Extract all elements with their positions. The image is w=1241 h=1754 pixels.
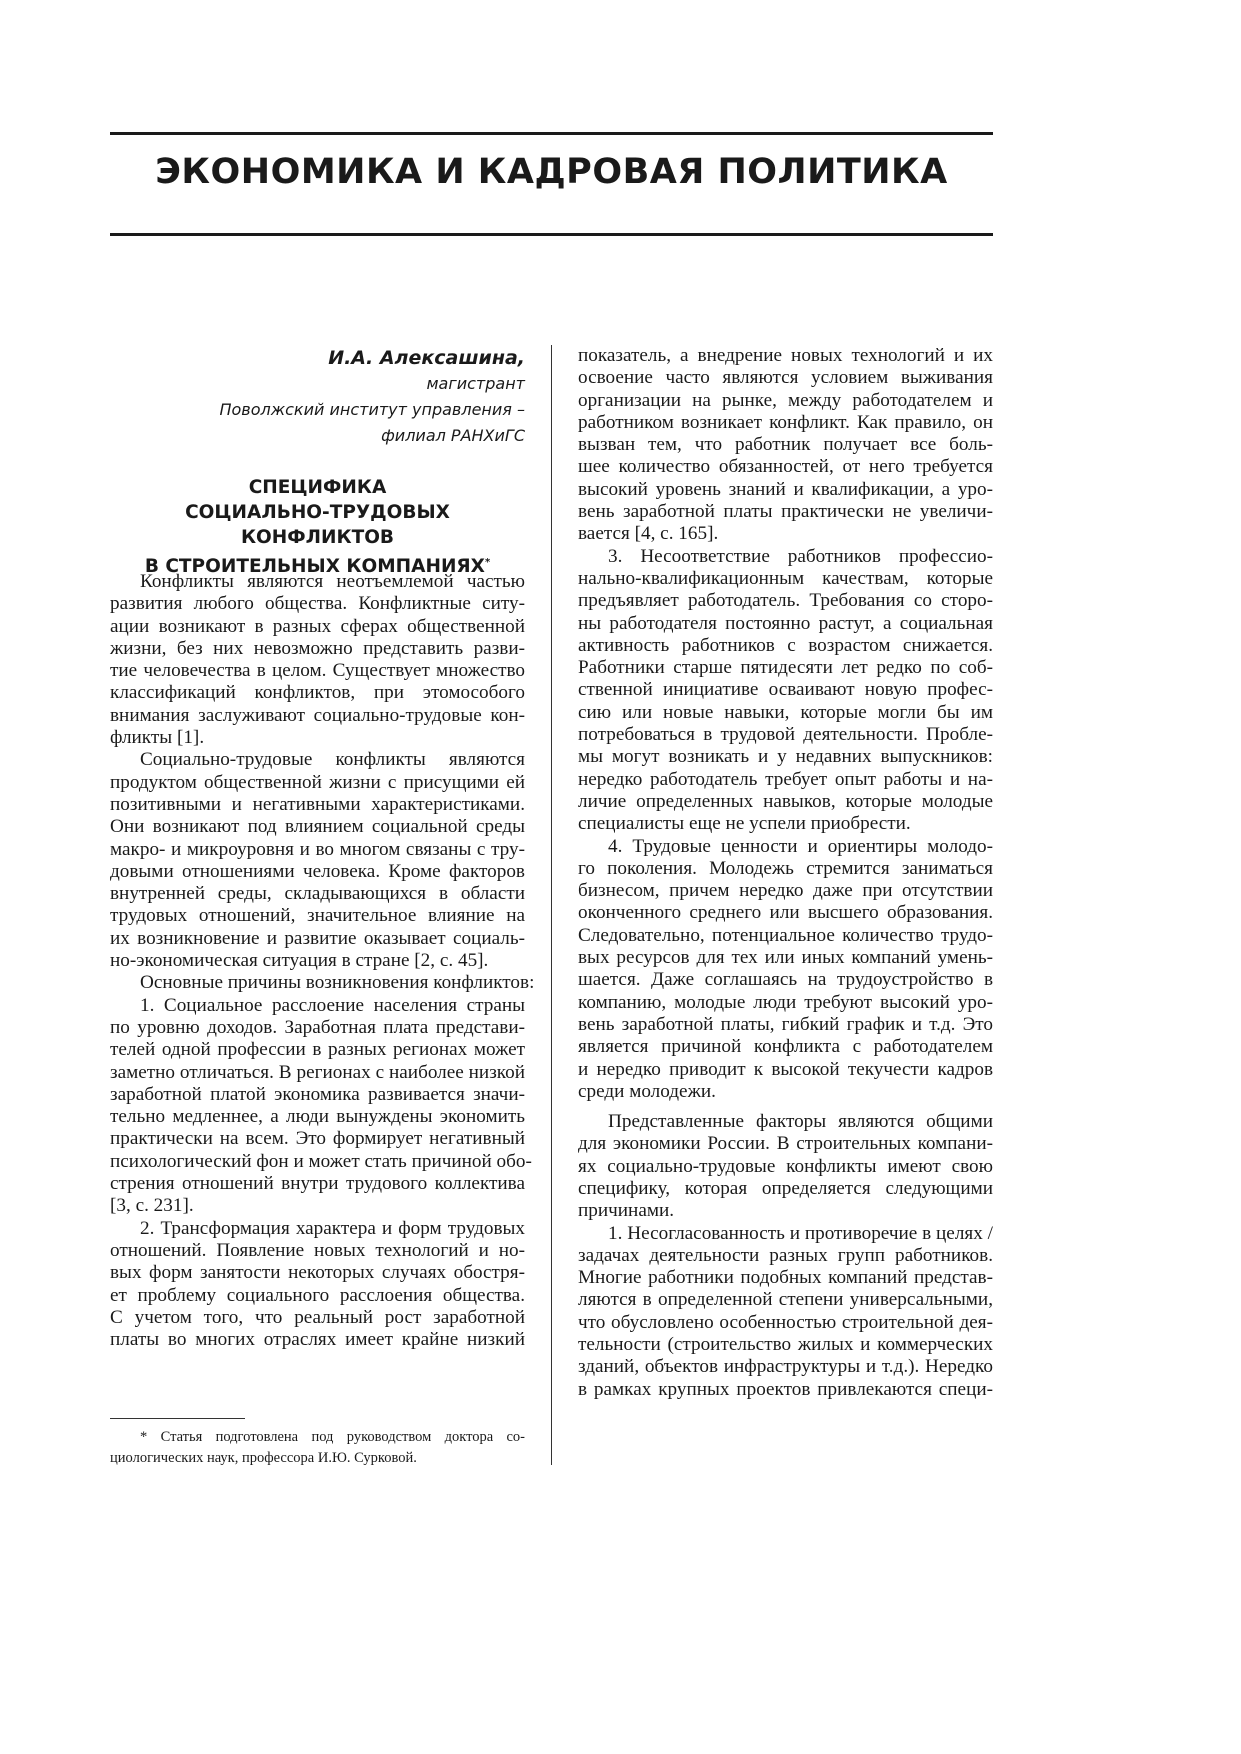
author-block <box>110 345 525 449</box>
text-line: Конфликты являются неотъемлемой частью <box>140 571 525 592</box>
left-column <box>110 571 535 1351</box>
text-line: практически на всем. Это формирует негативный <box>110 1128 525 1150</box>
text-line: макро- и микроуровня и во многом связаны с тру- <box>110 838 525 860</box>
paragraph <box>578 546 993 836</box>
text-line: вень заработной платы, гибкий график и т.д. Это <box>578 1013 993 1035</box>
text-line: причинами. <box>578 1200 675 1222</box>
text-line: сию или новые навыки, которые могли бы им <box>578 701 993 723</box>
author-affiliation-line1: Поволжский институт управления – <box>219 400 525 419</box>
text-line: шее количество обязанностей, от него требуется <box>578 456 993 478</box>
footnote-line: циологических наук, профессора И.Ю. Сурковой. <box>110 1450 417 1466</box>
text-line: Социально-трудовые конфликты являются <box>140 749 525 771</box>
footnote-rule <box>110 1418 245 1419</box>
text-line: позитивными и негативными характеристиками. <box>110 793 525 815</box>
text-line: но-экономическая ситуация в стране [2, с. 45]. <box>110 950 489 972</box>
text-line: в рамках крупных проектов привлекаются специ- <box>578 1378 993 1400</box>
text-line: предъявляет работодатель. Требования со сторо- <box>578 590 993 612</box>
text-line: оконченного среднего или высшего образования. <box>578 902 993 924</box>
text-line: по уровню доходов. Заработная плата представи- <box>110 1016 525 1038</box>
paragraph <box>110 994 532 1218</box>
paragraph-gap <box>578 1103 993 1111</box>
paragraph <box>578 1111 993 1222</box>
text-line: Многие работники подобных компаний представ- <box>578 1267 993 1289</box>
header-top-rule <box>110 132 993 135</box>
text-line: Они возникают под влиянием социальной среды <box>110 816 525 838</box>
author-position: магистрант <box>426 374 525 393</box>
text-line: активность работников с возрастом снижается. <box>578 634 993 656</box>
text-line: стрения отношений внутри трудового коллектива <box>110 1173 525 1195</box>
right-column <box>578 345 993 1401</box>
text-line: компанию, молодые люди требуют высокий уро- <box>578 991 993 1013</box>
text-line: является причиной конфликта с работодателем <box>578 1036 993 1058</box>
text-line: личие определенных навыков, которые молодые <box>578 790 993 812</box>
text-line: отношений. Появление новых технологий и но- <box>110 1239 525 1261</box>
text-line: показатель, а внедрение новых технологий и их <box>578 345 993 366</box>
text-line: нередко работодатель требует опыт работы и на- <box>578 768 993 790</box>
article-title-line-text: В СТРОИТЕЛЬНЫХ КОМПАНИЯХ <box>144 556 485 578</box>
text-line: 2. Трансформация характера и форм трудовых <box>140 1217 525 1239</box>
text-line: телей одной профессии в разных регионах может <box>110 1039 525 1061</box>
text-line: Следовательно, потенциальное количество трудо- <box>578 924 993 946</box>
text-line: фликты [1]. <box>110 727 205 749</box>
text-line: С учетом того, что реальный рост заработной <box>110 1306 525 1328</box>
column-divider <box>551 345 552 1465</box>
text-line: ях социально-трудовые конфликты имеют свою <box>578 1155 993 1177</box>
author-affiliation-line2: филиал РАНХиГС <box>381 426 525 445</box>
text-line: шается. Даже соглашаясь на трудоустройство в <box>578 969 993 991</box>
article-title-line: СПЕЦИФИКА <box>248 477 387 498</box>
paragraph <box>110 1218 525 1352</box>
text-line: внимания заслуживают социально-трудовые кон- <box>110 704 525 726</box>
text-line: ет проблему социального расслоения общества. <box>110 1284 525 1306</box>
text-line: трудовых отношений, значительное влияние на <box>110 905 525 927</box>
text-line: ны работодателя постоянно растут, а социальная <box>578 612 993 634</box>
text-line: заметно отличаться. В регионах с наиболее низкой <box>110 1061 525 1083</box>
text-line: 4. Трудовые ценности и ориентиры молодо- <box>608 835 993 857</box>
text-line: платы во многих отраслях имеет крайне низкий <box>110 1329 525 1351</box>
text-line: внутренней среды, складывающихся в области <box>110 883 525 905</box>
footnote-line: * Статья подготовлена под руководством доктора со- <box>140 1429 525 1445</box>
text-line: 1. Несогласованность и противоречие в целях / <box>608 1222 993 1244</box>
text-line: го поколения. Молодежь стремится заниматься <box>578 857 993 879</box>
text-line: задачах деятельности разных групп работников. <box>578 1244 993 1266</box>
text-line: продуктом общественной жизни с присущими ей <box>110 771 525 793</box>
text-line: для экономики России. В строительных компани- <box>578 1133 993 1155</box>
text-line: и нередко приводит к высокой текучести кадров <box>578 1058 993 1080</box>
text-line: 3. Несоответствие работников профессио- <box>608 545 993 567</box>
section-title: ЭКОНОМИКА И КАДРОВАЯ ПОЛИТИКА <box>155 152 948 192</box>
paragraph <box>110 972 535 994</box>
footnote <box>110 1427 525 1469</box>
text-line: тельно медленнее, а люди вынуждены экономить <box>110 1106 525 1128</box>
text-line: специалисты еще не успели приобрести. <box>578 813 911 835</box>
text-line: их возникновение и развитие оказывает социаль- <box>110 927 525 949</box>
text-line: довыми отношениями человека. Кроме факторов <box>110 860 525 882</box>
text-line: развития любого общества. Конфликтные ситу- <box>110 593 525 615</box>
text-line: организации на рынке, между работодателем и <box>578 389 993 411</box>
text-line: высокий уровень знаний и квалификации, а уро- <box>578 478 993 500</box>
text-line: классификаций конфликтов, при этомособого <box>110 682 525 704</box>
text-line: Основные причины возникновения конфликтов: <box>140 972 535 994</box>
article-title-line: СОЦИАЛЬНО-ТРУДОВЫХ КОНФЛИКТОВ <box>185 502 450 548</box>
text-line: вень заработной платы практически не увеличи- <box>578 501 993 523</box>
text-line: тельности (строительство жилых и коммерческих <box>578 1334 993 1356</box>
text-line: ственной инициативе осваивают новую профес- <box>578 679 993 701</box>
text-line: что обусловлено особенностью строительной дея- <box>578 1311 993 1333</box>
text-line: специфику, которая определяется следующими <box>578 1177 993 1199</box>
text-line: вызван тем, что работник получает все боль- <box>578 434 993 456</box>
paragraph <box>110 571 525 749</box>
text-line: Работники старше пятидесяти лет редко по соб- <box>578 657 993 679</box>
text-line: вается [4, с. 165]. <box>578 523 719 545</box>
paragraph <box>110 749 525 972</box>
text-line: бизнесом, причем нередко даже при отсутствии <box>578 880 993 902</box>
text-line: Представленные факторы являются общими <box>608 1111 993 1133</box>
article-title <box>110 475 525 579</box>
footnote-marker: * <box>484 557 491 568</box>
paragraph <box>578 836 993 1104</box>
text-line: 1. Социальное расслоение населения страны <box>140 994 525 1016</box>
text-line: тие человечества в целом. Существует множество <box>110 660 525 682</box>
text-line: ляются в определенной степени универсальными, <box>578 1289 993 1311</box>
paragraph <box>578 1223 993 1401</box>
text-line: мы могут возникать и у недавних выпускников: <box>578 746 993 768</box>
text-line: работником возникает конфликт. Как правило, он <box>578 411 993 433</box>
paragraph <box>578 345 993 546</box>
text-line: заработной платой экономика развивается значи- <box>110 1083 525 1105</box>
text-line: ации возникают в разных сферах общественной <box>110 615 525 637</box>
text-line: вых форм занятости некоторых случаях обостря- <box>110 1262 525 1284</box>
header-bottom-rule <box>110 233 993 236</box>
text-line: среди молодежи. <box>578 1080 716 1102</box>
text-line: [3, с. 231]. <box>110 1195 194 1217</box>
text-line: психологический фон и может стать причиной обо- <box>110 1150 532 1172</box>
text-line: освоение часто являются условием выживания <box>578 367 993 389</box>
text-line: потребоваться в трудовой деятельности. Пробле- <box>578 724 993 746</box>
text-line: зданий, объектов инфраструктуры и т.д.). Нередко <box>578 1356 993 1378</box>
text-line: вых ресурсов для тех или иных компаний умень- <box>578 947 993 969</box>
author-name: И.А. Алексашина, <box>328 347 525 369</box>
text-line: нально-квалификационным качествам, которые <box>578 567 993 589</box>
text-line: жизни, без них невозможно представить разви- <box>110 637 525 659</box>
